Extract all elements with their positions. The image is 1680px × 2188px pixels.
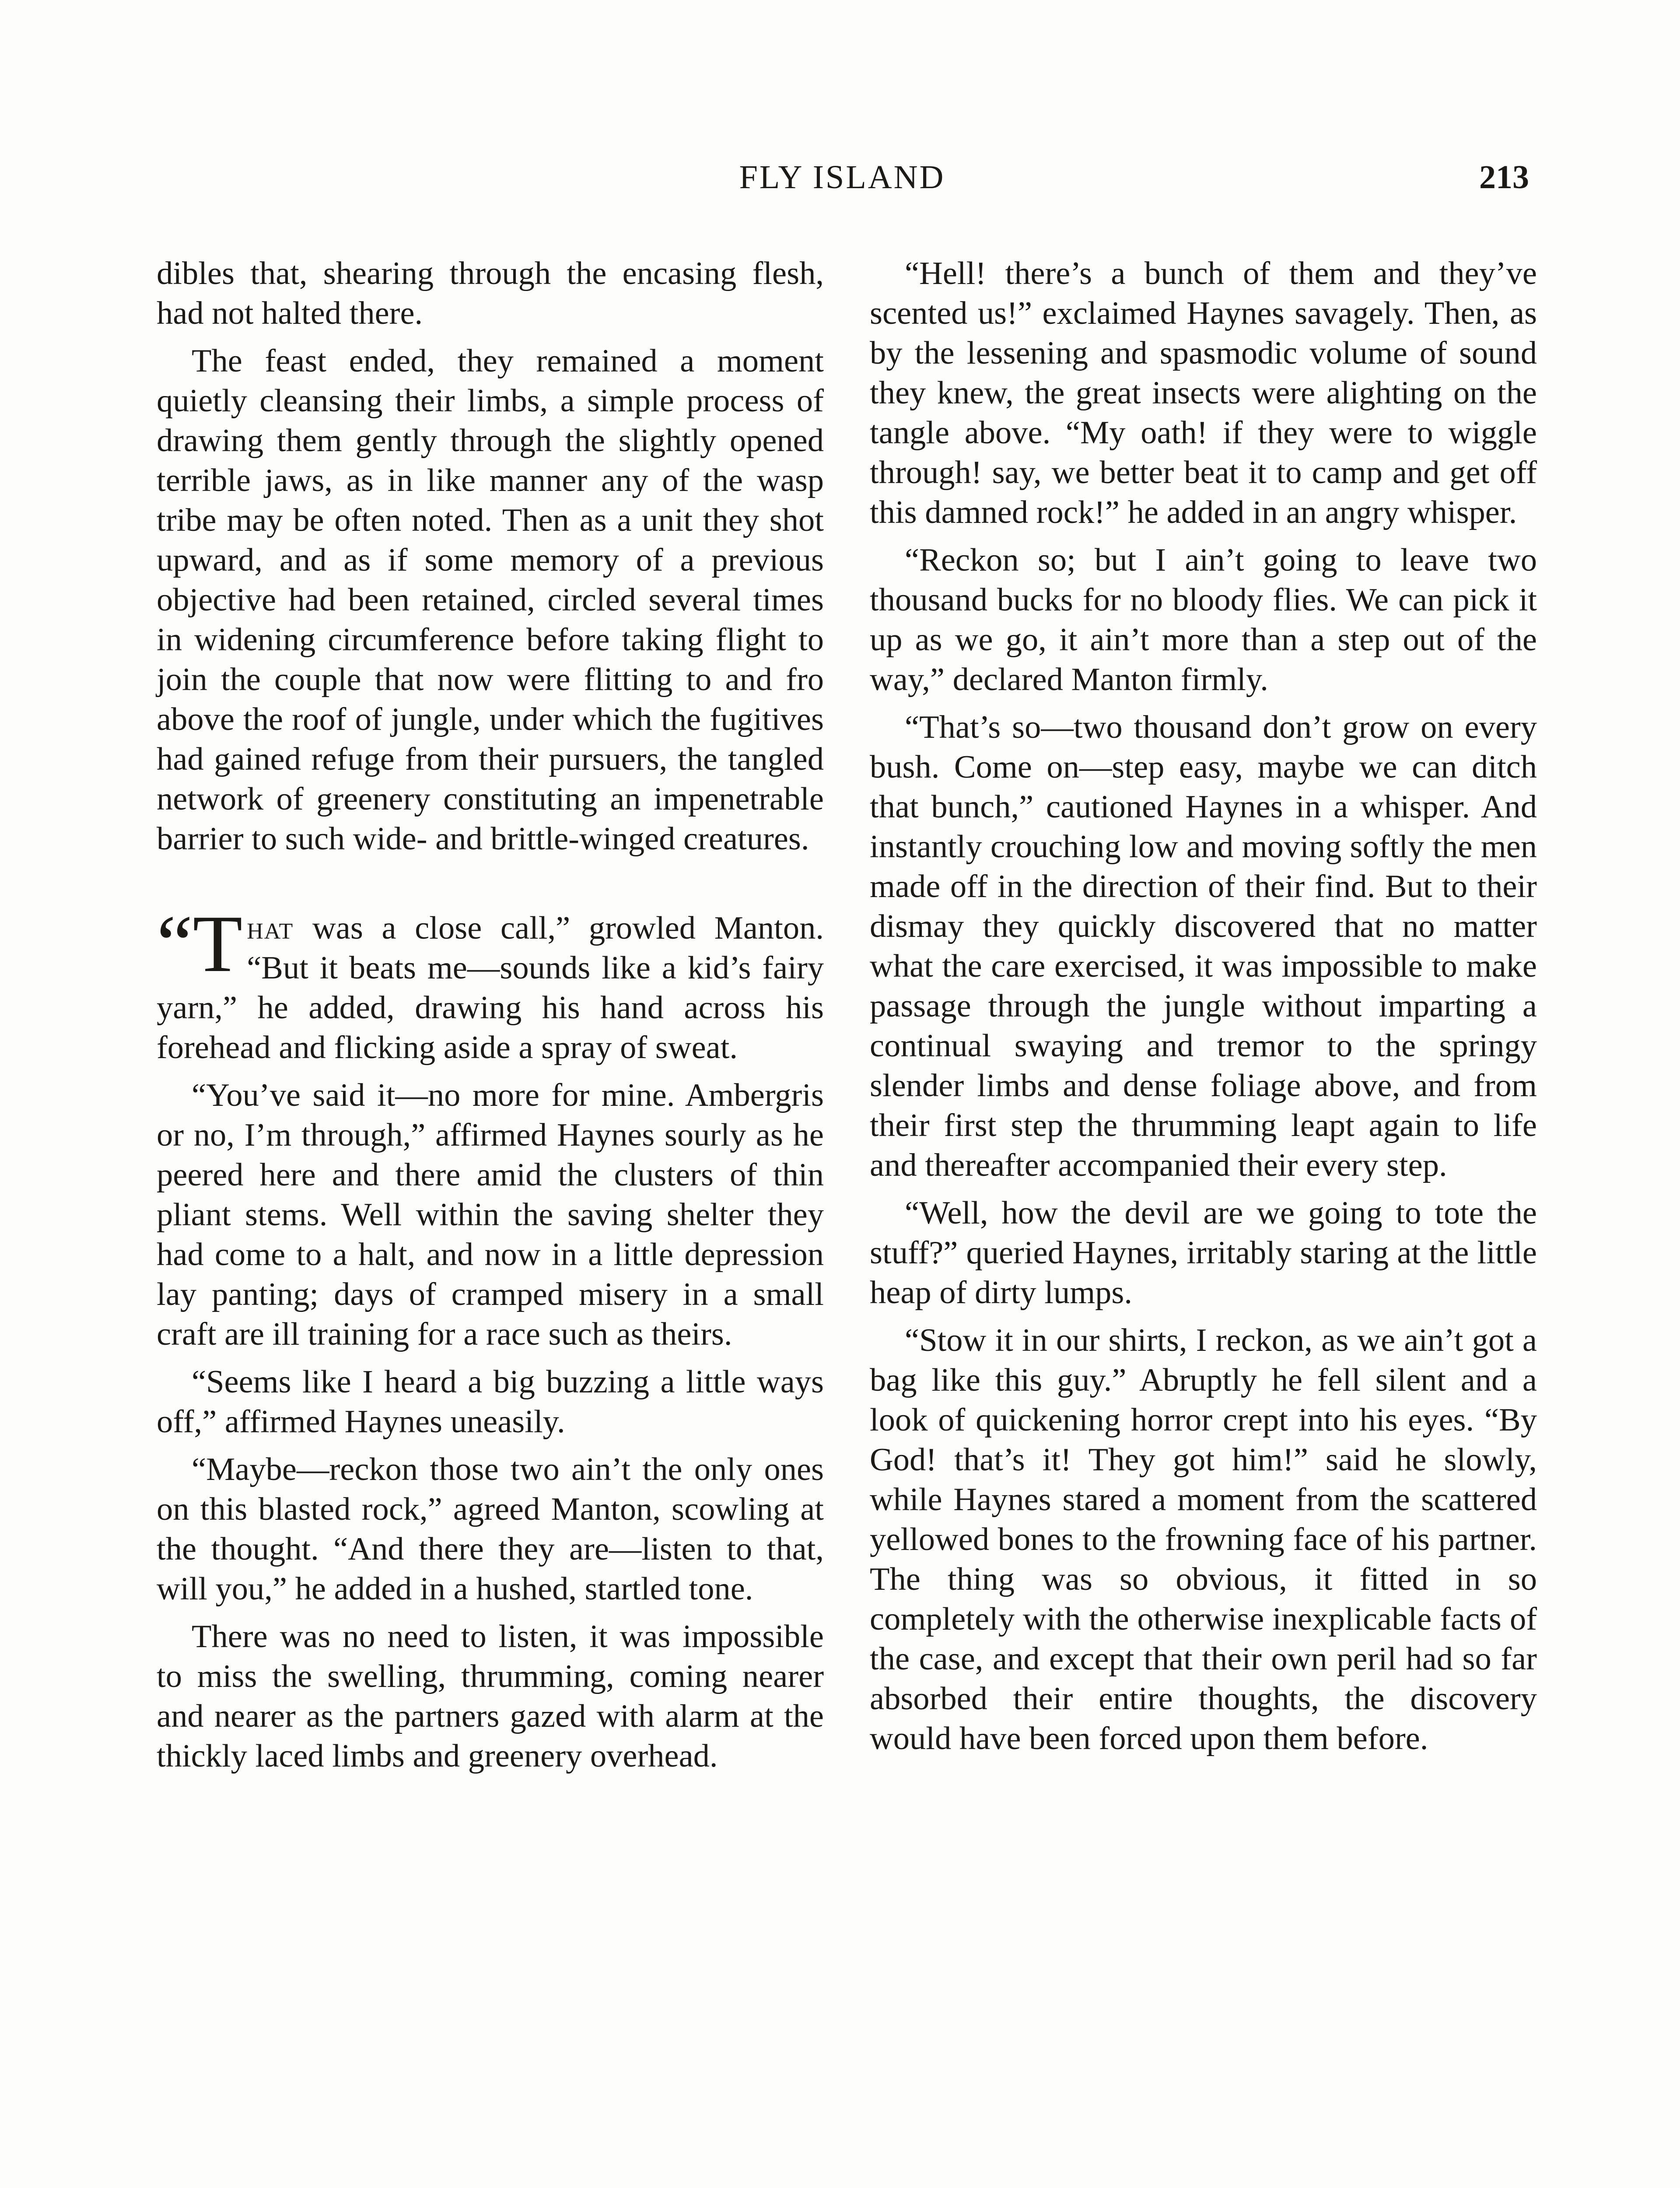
paragraph-close-call [157, 899, 824, 1068]
paragraph-stow-it: “Stow it in our shirts, I reckon, as we ain’t got a bag like this guy.” Abruptly he fell silent and a look of quickening horror crept into his eyes. “By God! that’s it! They got him!” said he slowly, while Haynes stared a moment from the scattered yellowed bones to the frowning face of his partner. The thing was so obvious, it fitted in so completely with the otherwise inexplicable facts of the case, and except that their own peril had so far absorbed their entire thoughts, the discovery would have been forced upon them before. [870, 1322, 1537, 1757]
left-column [157, 254, 824, 1784]
running-title: FLY ISLAND [739, 159, 945, 196]
drop-cap [157, 899, 243, 989]
paragraph-maybe: “Maybe—reckon those two ain’t the only ones on this blasted rock,” agreed Manton, scowling at the thought. “And there they are—listen to that, will you,” he added in a hushed, startled tone. [157, 1452, 824, 1607]
paragraph-feast-ended: The feast ended, they remained a moment quietly cleansing their limbs, a simple process of drawing them gently through the slightly opened terrible jaws, as in like manner any of the wasp tribe may be often noted. Then as a unit they shot upward, and as if some memory of a previous objective had been retained, circled several times in widening circumference before taking flight to join the couple that now were flitting to and fro above the roof of jungle, under which the fugitives had gained refuge from their pursuers, the tangled network of greenery constituting an impenetrable barrier to such wide- and brittle-winged creatures. [157, 343, 824, 857]
paragraph-buzzing: “Seems like I heard a big buzzing a little ways off,” affirmed Haynes uneasily. [157, 1364, 824, 1440]
drop-cap-letter: T [192, 899, 243, 989]
paragraph-continuation: dibles that, shearing through the encasing flesh, had not halted there. [157, 256, 824, 331]
drop-cap-open-quote: “ [157, 899, 193, 989]
paragraph-no-need: There was no need to listen, it was impossible to miss the swelling, thrumming, coming nearer and nearer as the partners gazed with alarm at the thickly laced limbs and greenery overhead. [157, 1619, 824, 1774]
paragraph-hell: “Hell! there’s a bunch of them and they’ve scented us!” exclaimed Haynes savagely. Then, as by the lessening and spasmodic volume of sound they knew, the great insects were alighting on the tangle above. “My oath! if they were to wiggle through! say, we better beat it to camp and get off this damned rock!” he added in an angry whisper. [870, 256, 1537, 530]
paragraph-tote-stuff: “Well, how the devil are we going to tote the stuff?” queried Haynes, irritably staring at the little heap of dirty lumps. [870, 1195, 1537, 1311]
right-column [870, 254, 1537, 1767]
running-head [155, 153, 1529, 201]
paragraph-thats-so: “That’s so—two thousand don’t grow on every bush. Come on—step easy, maybe we can ditch that bunch,” cautioned Haynes in a whisper. And instantly crouching low and moving softly the men made off in the direction of their find. But to their dismay they quickly discovered that no matter what the care exercised, it was impossible to make passage through the jungle without imparting a continual swaying and tremor to the springy slender limbs and dense foliage above, and from their first step the thrumming leapt again to life and thereafter accompanied their every step. [870, 709, 1537, 1183]
paragraph-close-call-text: was a close call,” growled Manton. “But it beats me—sounds like a kid’s fairy yarn,” he added, drawing his hand across his forehead and flicking aside a spray of sweat. [157, 910, 824, 1066]
small-caps-lead: hat [247, 910, 294, 946]
paragraph-said-it: “You’ve said it—no more for mine. Ambergris or no, I’m through,” affirmed Haynes sourly as he peered here and there amid the clusters of thin pliant stems. Well within the saving shelter they had come to a halt, and now in a little depression lay panting; days of cramped misery in a small craft are ill training for a race such as theirs. [157, 1077, 824, 1352]
section-break [157, 867, 824, 908]
page-number: 213 [1479, 159, 1529, 196]
paragraph-reckon-so: “Reckon so; but I ain’t going to leave two thousand bucks for no bloody flies. We can pick it up as we go, it ain’t more than a step out of the way,” declared Manton firmly. [870, 542, 1537, 698]
